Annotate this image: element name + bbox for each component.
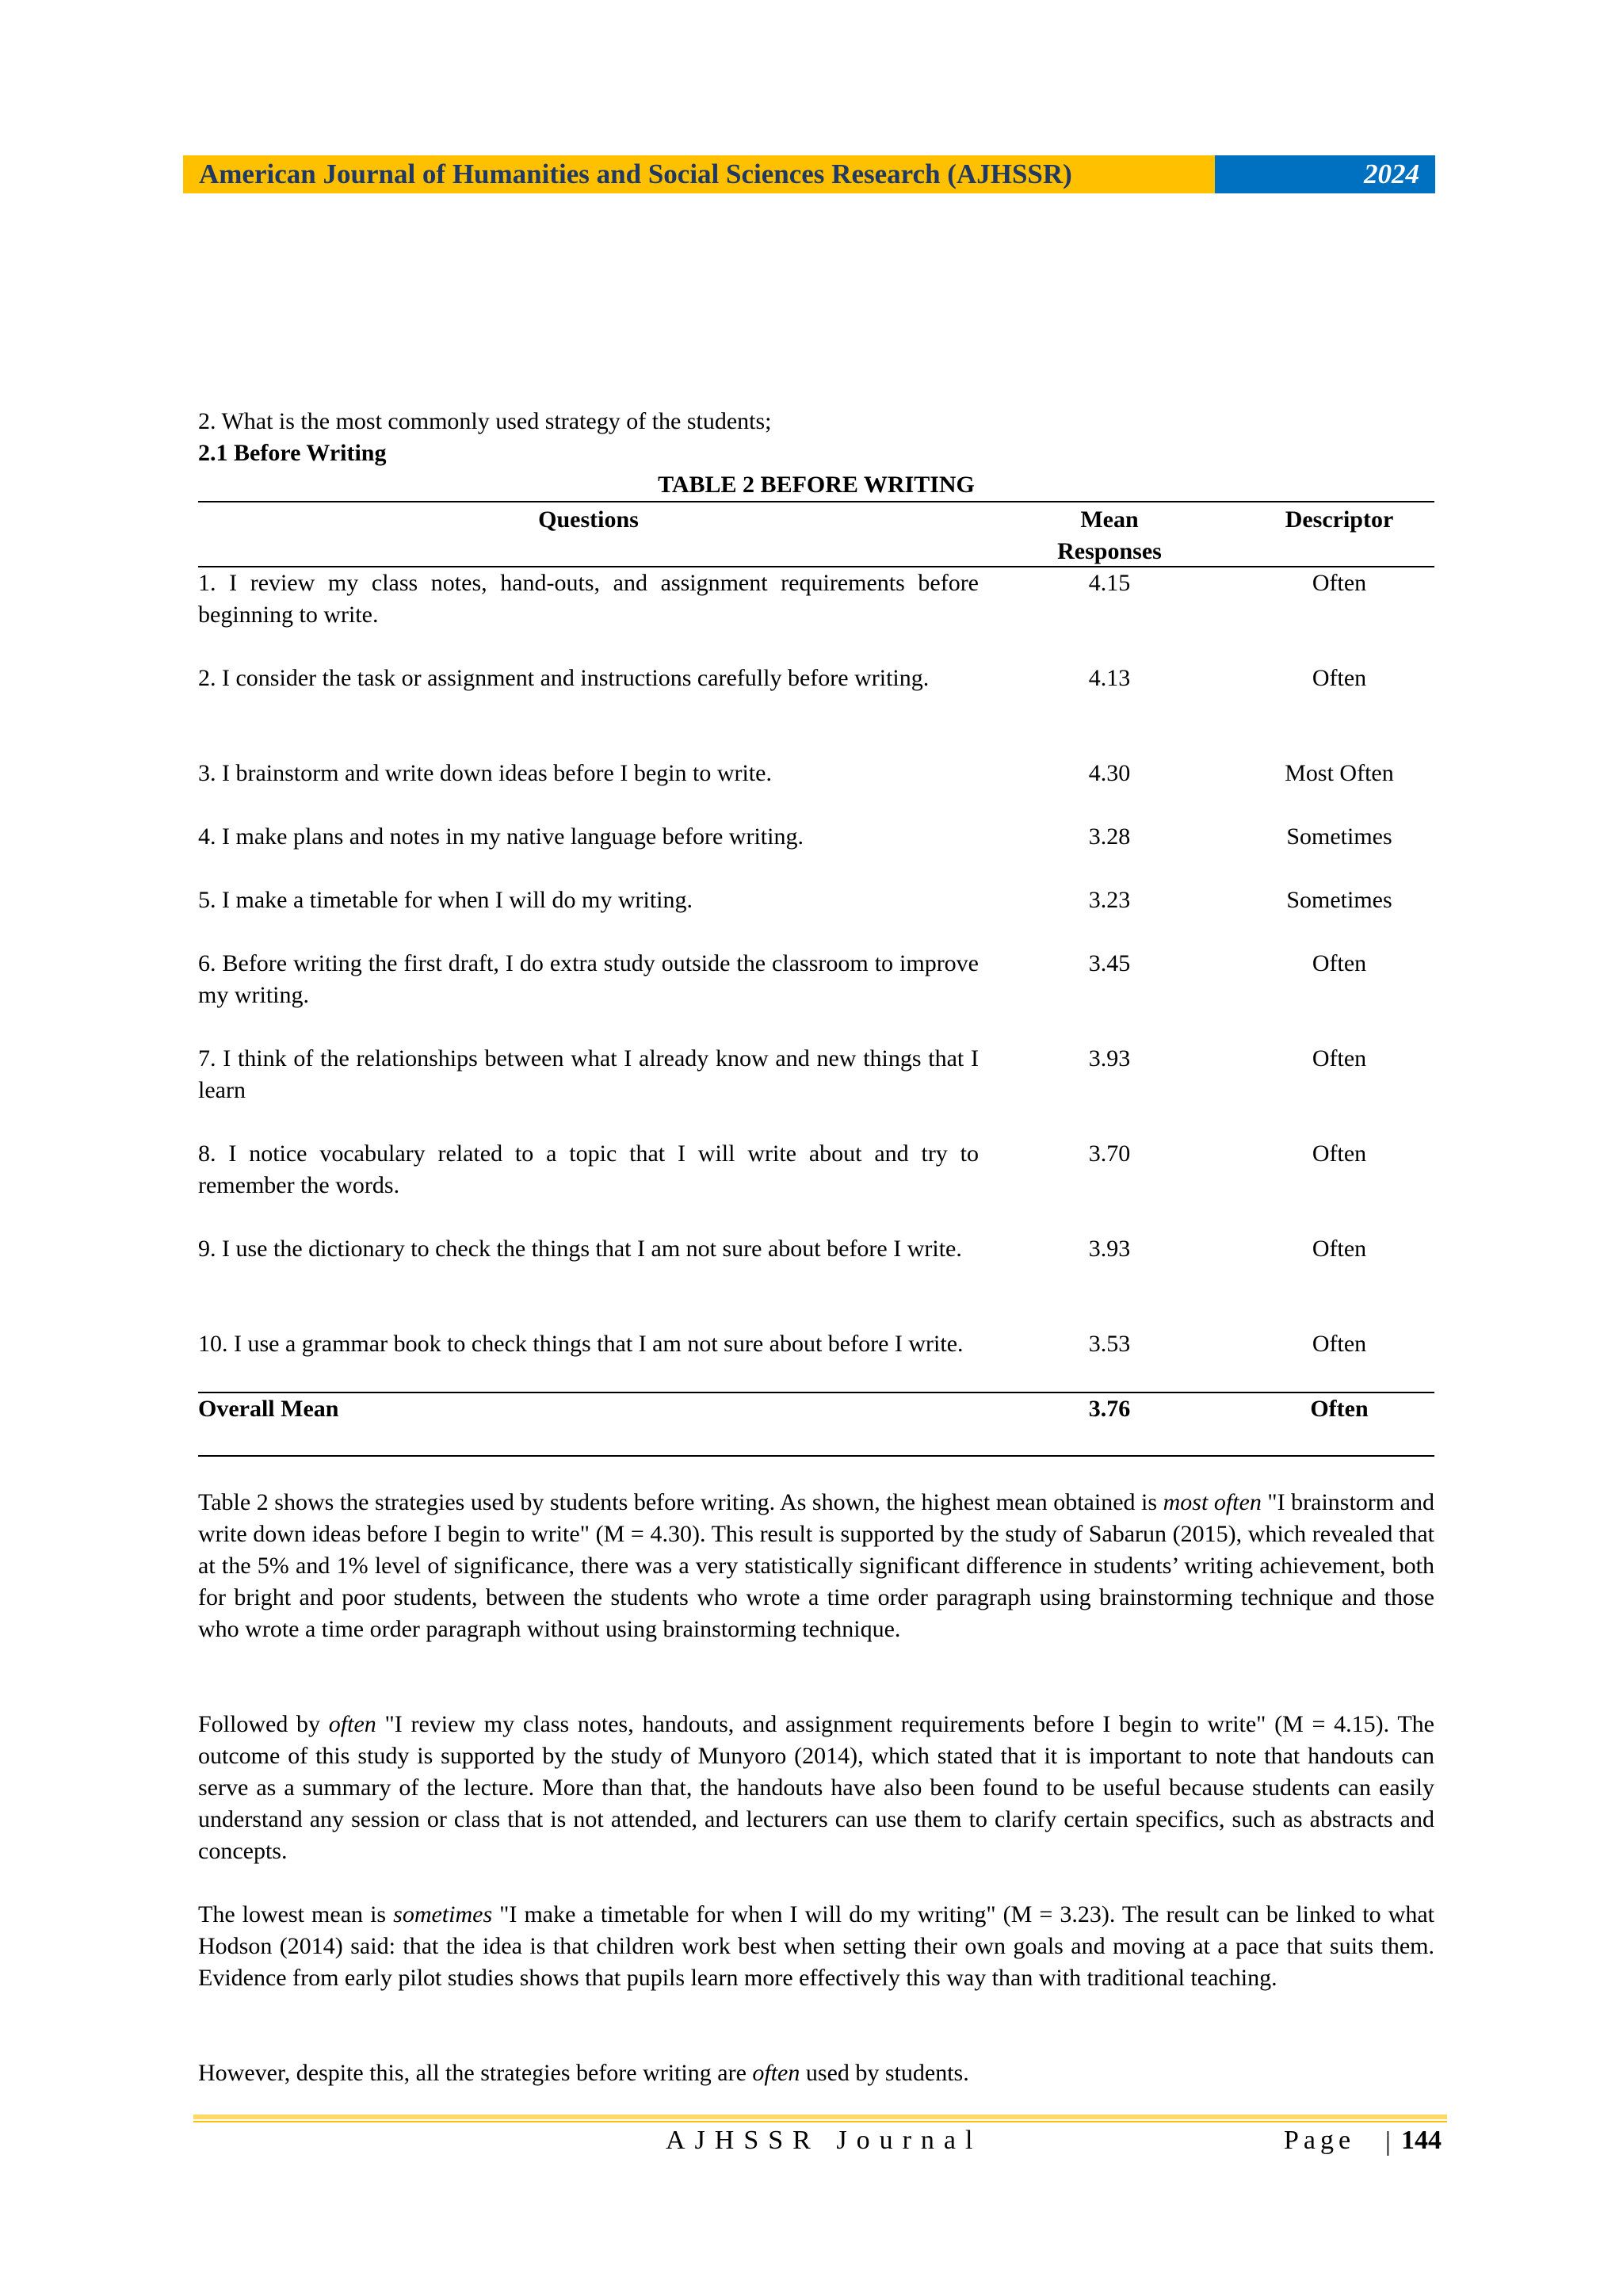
row-descriptor: Often <box>1312 1045 1367 1072</box>
row-mean: 3.23 <box>1088 887 1131 913</box>
row-mean: 3.93 <box>1088 1236 1131 1262</box>
paragraph-emphasis: most often <box>1163 1489 1262 1515</box>
paragraph-text: Table 2 shows the strategies used by students before writing. As shown, the highest mean obtained is <box>198 1489 1163 1515</box>
paragraph-emphasis: sometimes <box>393 1901 493 1927</box>
paragraph-text: "I make a timetable for when I will do my writing" (M = 3.23). The result can be linked to what Hodson (2014) said: that the idea is that children work best when setting their own goals and moving at a pace that suits them. Evidence from early pilot studies shows that pupils learn more effectively this way than with traditional teaching. <box>198 1901 1435 1991</box>
footer-journal-name: AJHSSR Journal <box>666 2126 983 2155</box>
row-mean: 3.70 <box>1088 1140 1131 1167</box>
footer-page-label: Page <box>1284 2126 1356 2155</box>
row-descriptor: Often <box>1312 665 1367 691</box>
column-header-mean-line1: Mean <box>1080 506 1139 533</box>
row-descriptor: Often <box>1312 1140 1367 1167</box>
section-heading: 2.1 Before Writing <box>198 440 387 466</box>
row-mean: 3.28 <box>1088 823 1131 850</box>
row-descriptor: Sometimes <box>1286 823 1392 850</box>
overall-descriptor: Often <box>1310 1396 1369 1422</box>
paragraph-text: "I brainstorm and write down ideas before I begin to write" (M = 4.30). This result is supported by the study of Sabarun (2015), which revealed that at the 5% and 1% level of significance, there was a very statistically significant difference in students’ writing achievement, both for bright and poor students, between the students who wrote a time order paragraph using brainstorming technique and those who wrote a time order paragraph without using brainstorming technique. <box>198 1489 1434 1642</box>
table-top-rule <box>198 501 1434 502</box>
table-title: TABLE 2 BEFORE WRITING <box>658 472 975 498</box>
row-question: 7. I think of the relationships between what I already know and new things that I learn <box>198 1045 979 1103</box>
column-header-mean-line2: Responses <box>1057 538 1162 564</box>
journal-title: American Journal of Humanities and Social Sciences Research (AJHSSR) <box>183 155 1215 193</box>
paragraph-text: Followed by <box>198 1711 329 1737</box>
row-mean: 4.15 <box>1088 570 1131 596</box>
paragraph-emphasis: often <box>328 1711 376 1737</box>
row-mean: 3.93 <box>1088 1045 1131 1072</box>
overall-mean: 3.76 <box>1088 1396 1131 1422</box>
footer-separator: | <box>1385 2127 1391 2157</box>
row-question: 9. I use the dictionary to check the things that I am not sure about before I write. <box>198 1236 962 1262</box>
paragraph <box>198 1709 1434 1867</box>
row-question: 5. I make a timetable for when I will do my writing. <box>198 887 693 913</box>
row-question: 3. I brainstorm and write down ideas before I begin to write. <box>198 760 772 786</box>
paragraph <box>198 1899 1434 1994</box>
footer-rule-thin <box>193 2121 1447 2122</box>
paragraph-emphasis: often <box>752 2060 800 2086</box>
paragraph-text: used by students. <box>800 2060 969 2086</box>
paragraph-text: However, despite this, all the strategies before writing are <box>198 2060 753 2086</box>
paragraph-text: The lowest mean is <box>198 1901 394 1927</box>
row-descriptor: Often <box>1312 950 1367 976</box>
column-header-questions: Questions <box>538 506 639 533</box>
row-question: 8. I notice vocabulary related to a topic that I will write about and try to remember the words. <box>198 1140 979 1198</box>
footer-rule <box>193 2115 1447 2119</box>
row-mean: 4.13 <box>1088 665 1131 691</box>
column-header-mean <box>1022 504 1197 567</box>
paragraph <box>198 1487 1434 1645</box>
row-question: 1. I review my class notes, hand-outs, and assignment requirements before beginning to write. <box>198 570 979 628</box>
research-question: 2. What is the most commonly used strategy of the students; <box>198 408 772 434</box>
row-descriptor: Often <box>1312 1331 1367 1357</box>
column-header-descriptor: Descriptor <box>1285 506 1394 533</box>
row-descriptor: Most Often <box>1285 760 1394 786</box>
journal-year: 2024 <box>1215 155 1435 193</box>
row-descriptor: Sometimes <box>1286 887 1392 913</box>
row-question: 10. I use a grammar book to check things that I am not sure about before I write. <box>198 1331 964 1357</box>
row-question: 6. Before writing the first draft, I do extra study outside the classroom to improve my writing. <box>198 950 979 1008</box>
row-mean: 3.45 <box>1088 950 1131 976</box>
footer-page-number: 144 <box>1401 2126 1442 2155</box>
row-mean: 4.30 <box>1088 760 1131 786</box>
table-bottom-rule <box>198 1455 1434 1457</box>
row-mean: 3.53 <box>1088 1331 1131 1357</box>
row-question: 2. I consider the task or assignment and instructions carefully before writing. <box>198 665 930 691</box>
row-question: 4. I make plans and notes in my native language before writing. <box>198 823 804 850</box>
paragraph-text: "I review my class notes, handouts, and assignment requirements before I begin to write" (M = 4.15). The outcome of this study is supported by the study of Munyoro (2014), which stated that it is important to note that handouts can serve as a summary of the lecture. More than that, the handouts have also been found to be useful because students can easily understand any session or class that is not attended, and lecturers can use them to clarify certain specifics, such as abstracts and concepts. <box>198 1711 1434 1864</box>
overall-label: Overall Mean <box>198 1396 339 1422</box>
paragraph <box>198 2057 1434 2089</box>
row-descriptor: Often <box>1312 1236 1367 1262</box>
row-descriptor: Often <box>1312 570 1367 596</box>
journal-header <box>183 155 1435 193</box>
